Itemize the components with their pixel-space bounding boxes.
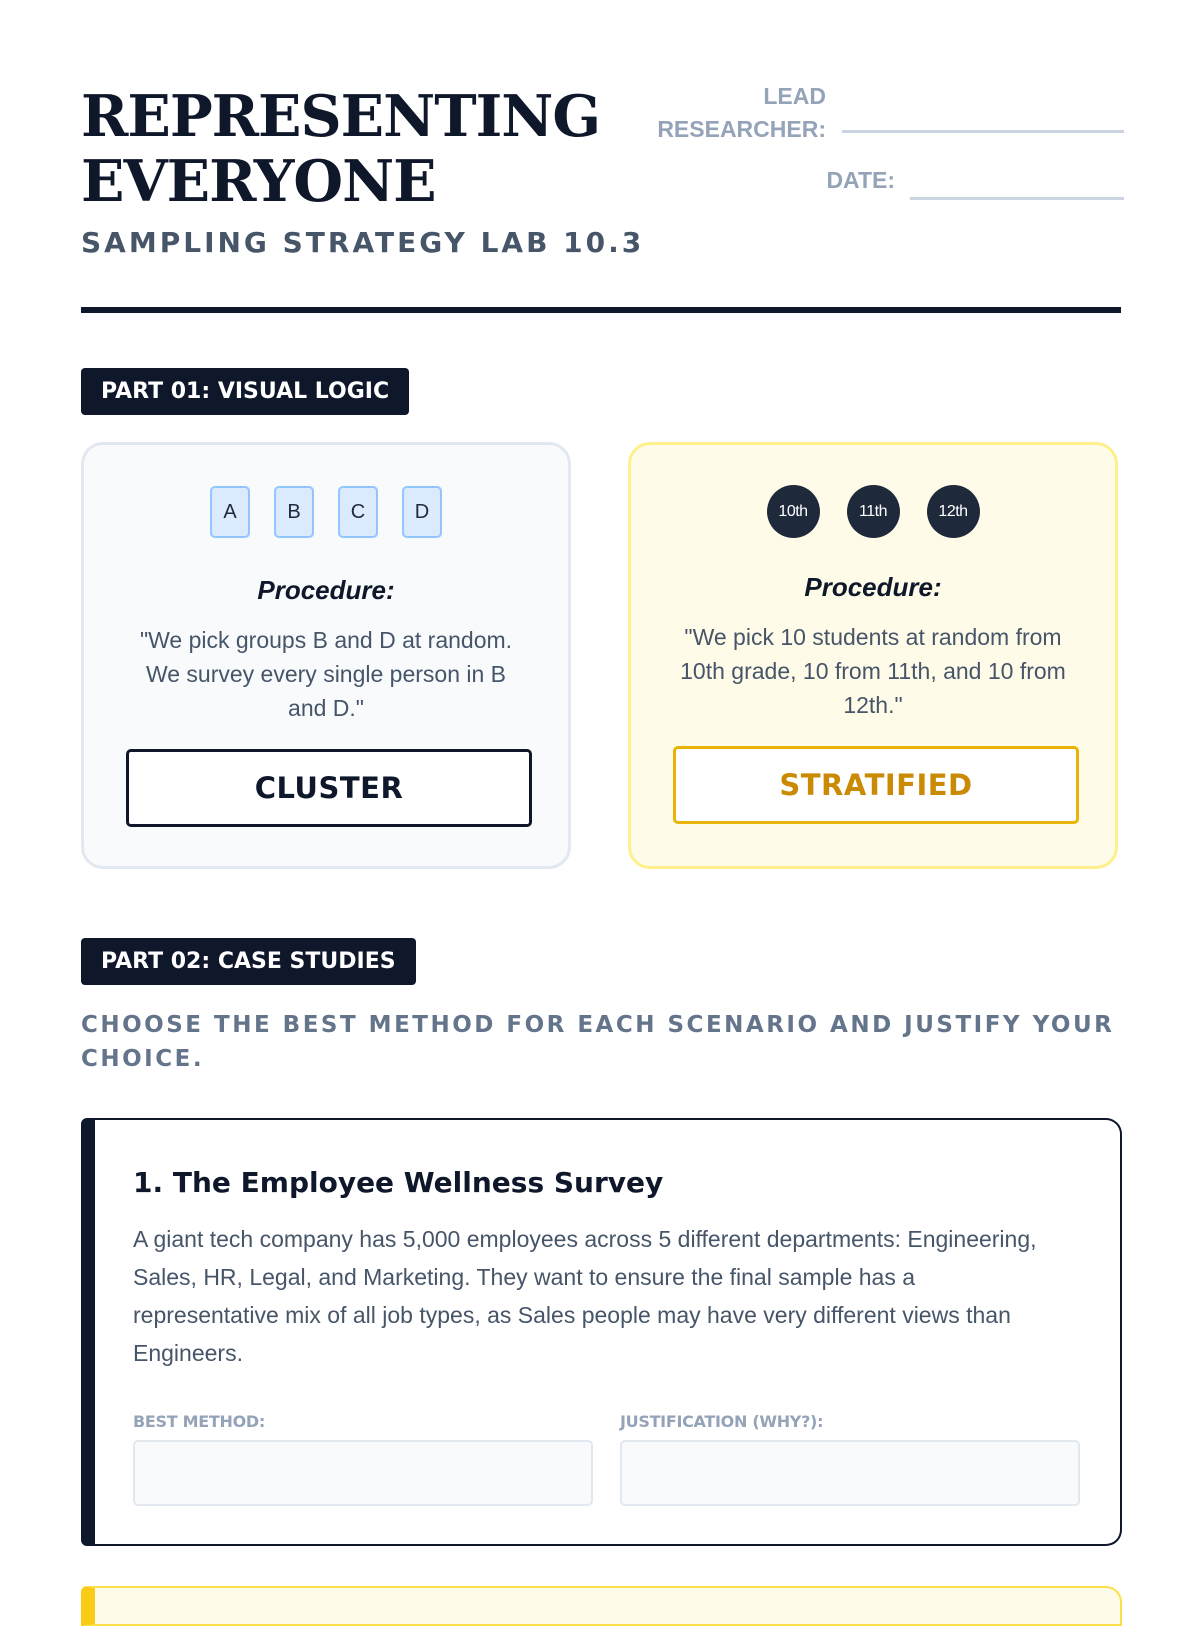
cluster-groups (84, 486, 568, 538)
procedure-text: "We pick groups B and D at random. We survey every single person in B and D." (139, 627, 513, 721)
stratum-chip: 11th (847, 485, 900, 538)
best-method-label: BEST METHOD: (133, 1412, 265, 1431)
stratum-chip: 10th (767, 485, 820, 538)
group-chip: D (402, 486, 442, 538)
stratified-strata (631, 485, 1115, 538)
group-chip: A (210, 486, 250, 538)
lead-researcher-label: LEAD RESEARCHER: (657, 83, 826, 142)
cluster-card (81, 442, 571, 869)
group-chip: C (338, 486, 378, 538)
justification-input[interactable] (620, 1440, 1080, 1506)
procedure-label: Procedure: (804, 572, 942, 602)
next-case-card (81, 1586, 1122, 1626)
case-description: A giant tech company has 5,000 employees across 5 different departments: Engineering, Sales, HR, Legal, and Marketing. They want to ensure the final sample has a representative mix of all job types, as Sales people may have very different views than Engineers. (133, 1226, 1037, 1366)
justification-label: JUSTIFICATION (WHY?): (620, 1412, 824, 1431)
part-2-tag: PART 02: CASE STUDIES (81, 938, 416, 985)
best-method-input[interactable] (133, 1440, 593, 1506)
date-label: DATE: (826, 167, 895, 193)
stratified-card (628, 442, 1118, 869)
stratum-chip: 12th (927, 485, 980, 538)
header-divider (81, 307, 1121, 313)
procedure-text: "We pick 10 students at random from 10th grade, 10 from 11th, and 10 from 12th." (680, 624, 1066, 718)
case-study-card (81, 1118, 1122, 1546)
procedure-label: Procedure: (257, 575, 395, 605)
group-chip: B (274, 486, 314, 538)
part-1-tag: PART 01: VISUAL LOGIC (81, 368, 409, 415)
case-title: 1. The Employee Wellness Survey (133, 1166, 664, 1199)
page-subtitle: SAMPLING STRATEGY LAB 10.3 (81, 226, 645, 259)
page-title: REPRESENTING EVERYONE (81, 83, 601, 215)
cluster-answer-box[interactable]: CLUSTER (126, 749, 532, 827)
instructions-text: CHOOSE THE BEST METHOD FOR EACH SCENARIO AND JUSTIFY YOUR CHOICE. (81, 1012, 1115, 1072)
lead-researcher-field[interactable] (842, 130, 1124, 133)
stratified-answer-box[interactable]: STRATIFIED (673, 746, 1079, 824)
date-field[interactable] (910, 197, 1124, 200)
